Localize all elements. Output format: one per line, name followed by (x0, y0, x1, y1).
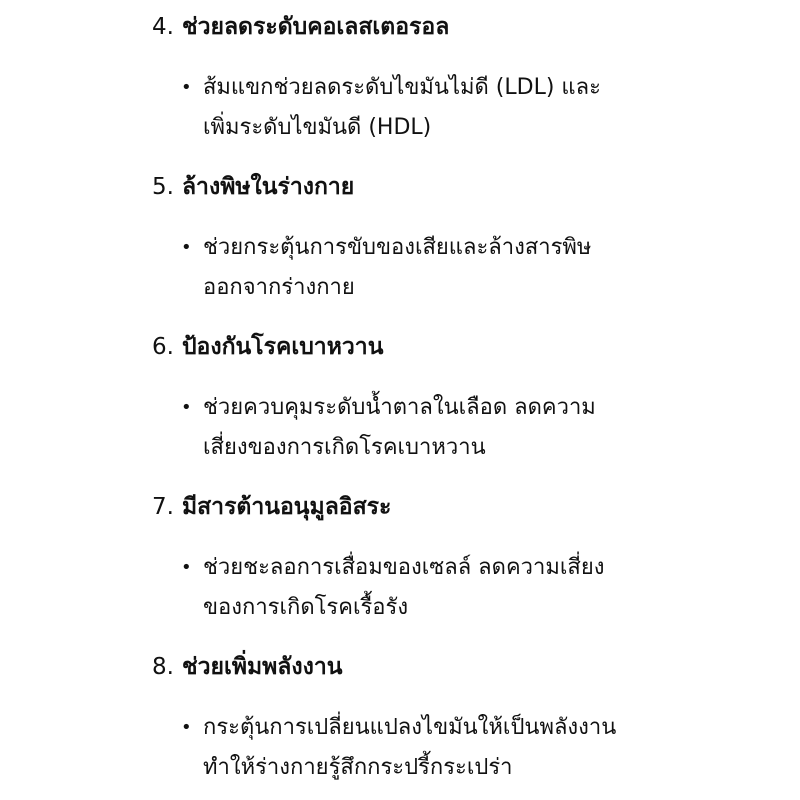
item-number: 8. (152, 654, 174, 680)
item-number: 4. (152, 14, 174, 40)
bullet-icon: • (181, 397, 192, 418)
item-number: 7. (152, 494, 174, 520)
item-number: 5. (152, 174, 174, 200)
description-line: ของการเกิดโรคเรื้อรัง (203, 595, 409, 620)
description-line: กระตุ้นการเปลี่ยนแปลงไขมันให้เป็นพลังงาน (203, 715, 617, 740)
item-number: 6. (152, 334, 174, 360)
item-heading (152, 12, 449, 42)
description-line: เพิ่มระดับไขมันดี (HDL) (203, 115, 432, 140)
bullet-icon: • (181, 717, 192, 738)
item-heading (152, 492, 391, 522)
description-line: ช่วยชะลอการเสื่อมของเซลล์ ลดความเสี่ยง (203, 555, 605, 580)
description-line: ออกจากร่างกาย (203, 275, 355, 300)
description-line: ส้มแขกช่วยลดระดับไขมันไม่ดี (LDL) และ (203, 75, 601, 100)
item-heading (152, 652, 343, 682)
item-title: ช่วยลดระดับคอเลสเตอรอล (181, 14, 450, 40)
item-heading (152, 332, 383, 362)
item-title: มีสารต้านอนุมูลอิสระ (181, 494, 392, 520)
item-title: ป้องกันโรคเบาหวาน (181, 334, 384, 360)
bullet-icon: • (181, 237, 192, 258)
description-line: เสี่ยงของการเกิดโรคเบาหวาน (203, 435, 486, 460)
item-heading (152, 172, 354, 202)
description-line: ช่วยกระตุ้นการขับของเสียและล้างสารพิษ (203, 235, 592, 260)
item-title: ล้างพิษในร่างกาย (181, 174, 355, 200)
item-title: ช่วยเพิ่มพลังงาน (181, 654, 343, 680)
description-line: ทำให้ร่างกายรู้สึกกระปรี้กระเปร่า (203, 755, 513, 780)
bullet-icon: • (181, 77, 192, 98)
description-line: ช่วยควบคุมระดับน้ำตาลในเลือด ลดความ (203, 395, 596, 420)
bullet-icon: • (181, 557, 192, 578)
